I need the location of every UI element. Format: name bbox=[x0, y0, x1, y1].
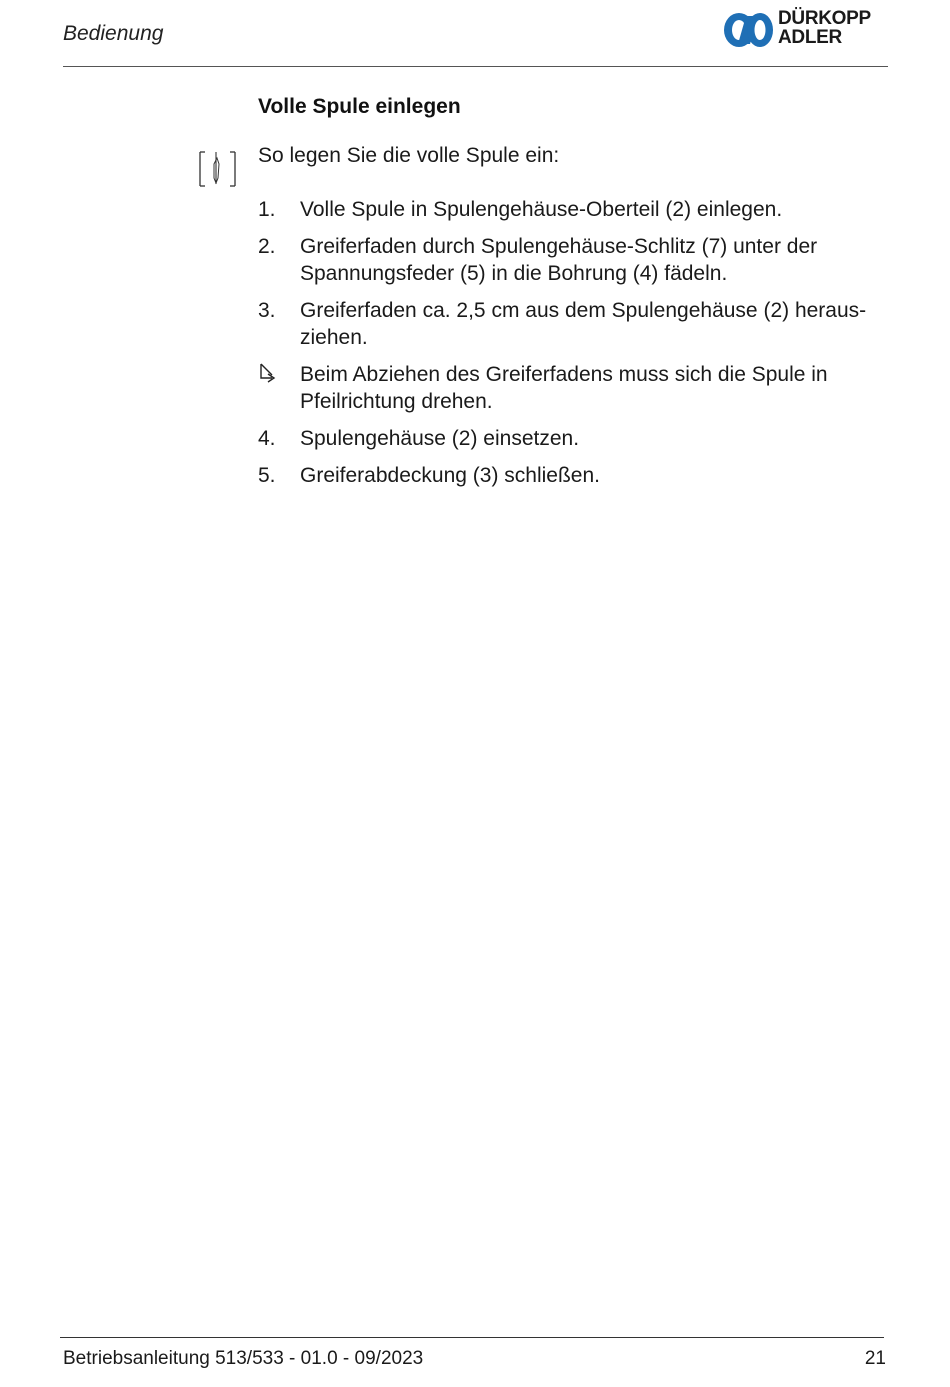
step-text: Greiferfaden ca. 2,5 cm aus dem Spulengehäuse (2) heraus-ziehen. bbox=[300, 299, 867, 349]
step-text: Greiferabdeckung (3) schließen. bbox=[300, 464, 600, 487]
footer-document-info: Betriebsanleitung 513/533 - 01.0 - 09/2023 bbox=[63, 1348, 424, 1369]
section-heading: Volle Spule einlegen bbox=[258, 95, 461, 118]
header-divider bbox=[63, 66, 888, 67]
logo-mark-icon bbox=[722, 10, 774, 50]
logo-line-1: DÜRKOPP bbox=[778, 8, 871, 29]
list-item bbox=[258, 297, 890, 351]
list-item bbox=[258, 361, 890, 415]
step-text: Spulengehäuse (2) einsetzen. bbox=[300, 427, 580, 450]
step-list bbox=[258, 196, 890, 499]
logo-line-2: ADLER bbox=[778, 27, 842, 48]
step-number: 1. bbox=[258, 198, 276, 221]
step-text: Volle Spule in Spulengehäuse-Oberteil (2) einlegen. bbox=[300, 198, 783, 221]
footer-divider bbox=[60, 1337, 884, 1338]
logo-text bbox=[778, 9, 871, 47]
list-item bbox=[258, 425, 890, 452]
list-item bbox=[258, 462, 890, 489]
result-arrow-icon bbox=[258, 363, 278, 385]
step-text: Beim Abziehen des Greiferfadens muss sich die Spule in Pfeilrichtung drehen. bbox=[300, 363, 828, 413]
list-item bbox=[258, 196, 890, 223]
instruction-hand-icon bbox=[199, 148, 237, 188]
step-text: Greiferfaden durch Spulengehäuse-Schlitz (7) unter der Spannungsfeder (5) in die Bohrung (4) fädeln. bbox=[300, 235, 818, 285]
step-number: 5. bbox=[258, 464, 276, 487]
header-section-title: Bedienung bbox=[63, 22, 164, 45]
step-number: 2. bbox=[258, 235, 276, 258]
page-number: 21 bbox=[864, 1348, 886, 1369]
step-number: 4. bbox=[258, 427, 276, 450]
intro-text: So legen Sie die volle Spule ein: bbox=[258, 144, 560, 167]
step-number: 3. bbox=[258, 299, 276, 322]
brand-logo bbox=[722, 8, 892, 52]
list-item bbox=[258, 233, 890, 287]
